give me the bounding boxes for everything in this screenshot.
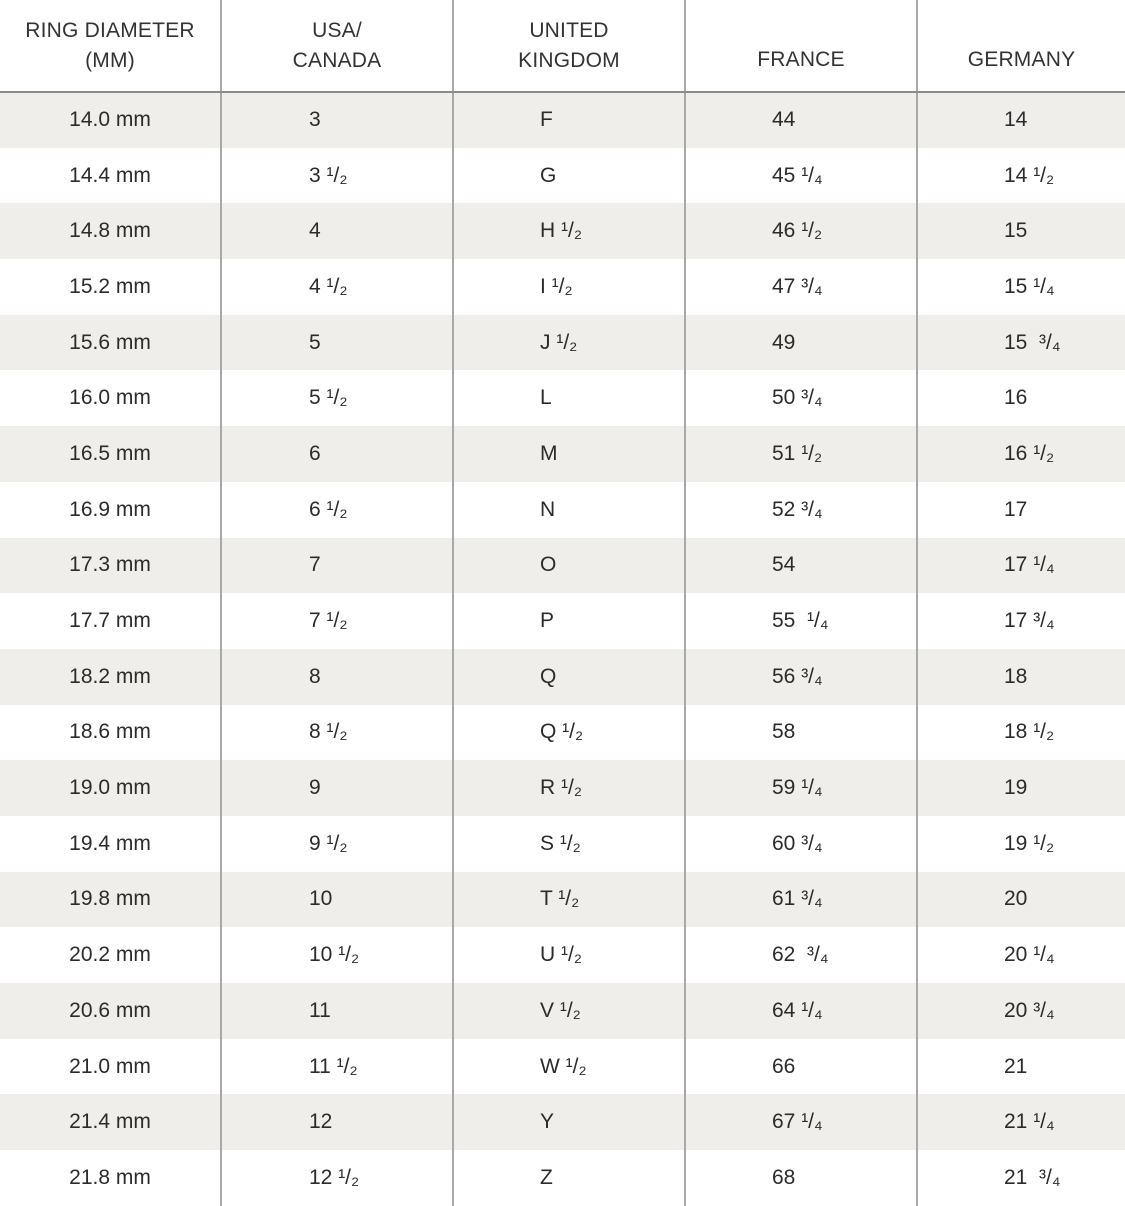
cell-ring-diameter: 18.2 mm xyxy=(0,649,221,705)
cell-united-kingdom: M xyxy=(453,426,685,482)
cell-usa-canada: 12 ¹/₂ xyxy=(221,1150,453,1206)
cell-ring-diameter: 17.7 mm xyxy=(0,593,221,649)
cell-france: 66 xyxy=(685,1039,917,1095)
cell-usa-canada: 7 xyxy=(221,538,453,594)
cell-ring-diameter: 19.0 mm xyxy=(0,760,221,816)
cell-united-kingdom: G xyxy=(453,148,685,204)
cell-ring-diameter: 15.6 mm xyxy=(0,315,221,371)
cell-france: 49 xyxy=(685,315,917,371)
cell-ring-diameter: 20.2 mm xyxy=(0,927,221,983)
table-row xyxy=(0,1150,1125,1206)
table-row xyxy=(0,259,1125,315)
table-row xyxy=(0,1094,1125,1150)
cell-usa-canada: 6 xyxy=(221,426,453,482)
cell-united-kingdom: L xyxy=(453,370,685,426)
cell-usa-canada: 3 xyxy=(221,92,453,148)
cell-ring-diameter: 19.4 mm xyxy=(0,816,221,872)
cell-united-kingdom: N xyxy=(453,482,685,538)
cell-france: 54 xyxy=(685,538,917,594)
cell-france: 52 ³/₄ xyxy=(685,482,917,538)
table-body xyxy=(0,92,1125,1206)
cell-ring-diameter: 16.0 mm xyxy=(0,370,221,426)
cell-usa-canada: 8 xyxy=(221,649,453,705)
cell-france: 51 ¹/₂ xyxy=(685,426,917,482)
cell-france: 56 ³/₄ xyxy=(685,649,917,705)
table-header xyxy=(0,0,1125,92)
cell-germany: 20 ¹/₄ xyxy=(917,927,1125,983)
header-ring-diameter: RING DIAMETER (MM) xyxy=(0,0,221,92)
cell-france: 46 ¹/₂ xyxy=(685,203,917,259)
table-row xyxy=(0,927,1125,983)
cell-usa-canada: 4 xyxy=(221,203,453,259)
cell-usa-canada: 10 xyxy=(221,872,453,928)
cell-united-kingdom: O xyxy=(453,538,685,594)
cell-france: 45 ¹/₄ xyxy=(685,148,917,204)
cell-ring-diameter: 21.0 mm xyxy=(0,1039,221,1095)
table-row xyxy=(0,705,1125,761)
cell-usa-canada: 9 xyxy=(221,760,453,816)
cell-germany: 17 ³/₄ xyxy=(917,593,1125,649)
cell-ring-diameter: 21.8 mm xyxy=(0,1150,221,1206)
cell-ring-diameter: 16.9 mm xyxy=(0,482,221,538)
cell-united-kingdom: V ¹/₂ xyxy=(453,983,685,1039)
cell-united-kingdom: S ¹/₂ xyxy=(453,816,685,872)
cell-france: 68 xyxy=(685,1150,917,1206)
cell-usa-canada: 3 ¹/₂ xyxy=(221,148,453,204)
cell-germany: 14 ¹/₂ xyxy=(917,148,1125,204)
cell-germany: 18 ¹/₂ xyxy=(917,705,1125,761)
table-row xyxy=(0,1039,1125,1095)
cell-usa-canada: 11 xyxy=(221,983,453,1039)
cell-france: 61 ³/₄ xyxy=(685,872,917,928)
cell-usa-canada: 4 ¹/₂ xyxy=(221,259,453,315)
cell-united-kingdom: Q ¹/₂ xyxy=(453,705,685,761)
table-row xyxy=(0,482,1125,538)
cell-germany: 19 xyxy=(917,760,1125,816)
cell-germany: 16 ¹/₂ xyxy=(917,426,1125,482)
cell-france: 50 ³/₄ xyxy=(685,370,917,426)
cell-united-kingdom: U ¹/₂ xyxy=(453,927,685,983)
table-row xyxy=(0,816,1125,872)
header-usa-canada: USA/ CANADA xyxy=(221,0,453,92)
cell-ring-diameter: 16.5 mm xyxy=(0,426,221,482)
cell-usa-canada: 10 ¹/₂ xyxy=(221,927,453,983)
table-row xyxy=(0,203,1125,259)
cell-france: 59 ¹/₄ xyxy=(685,760,917,816)
cell-france: 62 ³/₄ xyxy=(685,927,917,983)
cell-germany: 20 xyxy=(917,872,1125,928)
header-germany: GERMANY xyxy=(917,0,1125,92)
cell-united-kingdom: Q xyxy=(453,649,685,705)
cell-germany: 21 xyxy=(917,1039,1125,1095)
table-row xyxy=(0,370,1125,426)
table-row xyxy=(0,649,1125,705)
cell-united-kingdom: P xyxy=(453,593,685,649)
cell-ring-diameter: 20.6 mm xyxy=(0,983,221,1039)
cell-france: 60 ³/₄ xyxy=(685,816,917,872)
table-row xyxy=(0,760,1125,816)
cell-usa-canada: 6 ¹/₂ xyxy=(221,482,453,538)
cell-germany: 15 xyxy=(917,203,1125,259)
cell-germany: 17 ¹/₄ xyxy=(917,538,1125,594)
cell-germany: 17 xyxy=(917,482,1125,538)
cell-germany: 19 ¹/₂ xyxy=(917,816,1125,872)
cell-ring-diameter: 14.0 mm xyxy=(0,92,221,148)
cell-germany: 15 ³/₄ xyxy=(917,315,1125,371)
cell-united-kingdom: Z xyxy=(453,1150,685,1206)
cell-ring-diameter: 15.2 mm xyxy=(0,259,221,315)
cell-germany: 21 ¹/₄ xyxy=(917,1094,1125,1150)
cell-usa-canada: 11 ¹/₂ xyxy=(221,1039,453,1095)
table-row xyxy=(0,148,1125,204)
header-france: FRANCE xyxy=(685,0,917,92)
cell-ring-diameter: 19.8 mm xyxy=(0,872,221,928)
cell-germany: 21 ³/₄ xyxy=(917,1150,1125,1206)
cell-ring-diameter: 14.4 mm xyxy=(0,148,221,204)
cell-ring-diameter: 17.3 mm xyxy=(0,538,221,594)
cell-france: 44 xyxy=(685,92,917,148)
cell-usa-canada: 9 ¹/₂ xyxy=(221,816,453,872)
cell-usa-canada: 5 xyxy=(221,315,453,371)
table-row xyxy=(0,92,1125,148)
cell-ring-diameter: 21.4 mm xyxy=(0,1094,221,1150)
table-row xyxy=(0,872,1125,928)
cell-united-kingdom: I ¹/₂ xyxy=(453,259,685,315)
cell-united-kingdom: R ¹/₂ xyxy=(453,760,685,816)
cell-france: 64 ¹/₄ xyxy=(685,983,917,1039)
cell-united-kingdom: F xyxy=(453,92,685,148)
cell-france: 58 xyxy=(685,705,917,761)
cell-france: 47 ³/₄ xyxy=(685,259,917,315)
table-row xyxy=(0,983,1125,1039)
cell-france: 67 ¹/₄ xyxy=(685,1094,917,1150)
table-row xyxy=(0,315,1125,371)
cell-usa-canada: 8 ¹/₂ xyxy=(221,705,453,761)
cell-united-kingdom: W ¹/₂ xyxy=(453,1039,685,1095)
table-row xyxy=(0,593,1125,649)
cell-usa-canada: 12 xyxy=(221,1094,453,1150)
cell-germany: 15 ¹/₄ xyxy=(917,259,1125,315)
cell-france: 55 ¹/₄ xyxy=(685,593,917,649)
cell-united-kingdom: H ¹/₂ xyxy=(453,203,685,259)
cell-germany: 20 ³/₄ xyxy=(917,983,1125,1039)
cell-united-kingdom: Y xyxy=(453,1094,685,1150)
header-united-kingdom: UNITED KINGDOM xyxy=(453,0,685,92)
cell-usa-canada: 7 ¹/₂ xyxy=(221,593,453,649)
cell-germany: 18 xyxy=(917,649,1125,705)
cell-germany: 14 xyxy=(917,92,1125,148)
table-row xyxy=(0,426,1125,482)
cell-ring-diameter: 18.6 mm xyxy=(0,705,221,761)
header-row xyxy=(0,0,1125,92)
cell-ring-diameter: 14.8 mm xyxy=(0,203,221,259)
cell-united-kingdom: J ¹/₂ xyxy=(453,315,685,371)
cell-germany: 16 xyxy=(917,370,1125,426)
cell-usa-canada: 5 ¹/₂ xyxy=(221,370,453,426)
table-row xyxy=(0,538,1125,594)
cell-united-kingdom: T ¹/₂ xyxy=(453,872,685,928)
